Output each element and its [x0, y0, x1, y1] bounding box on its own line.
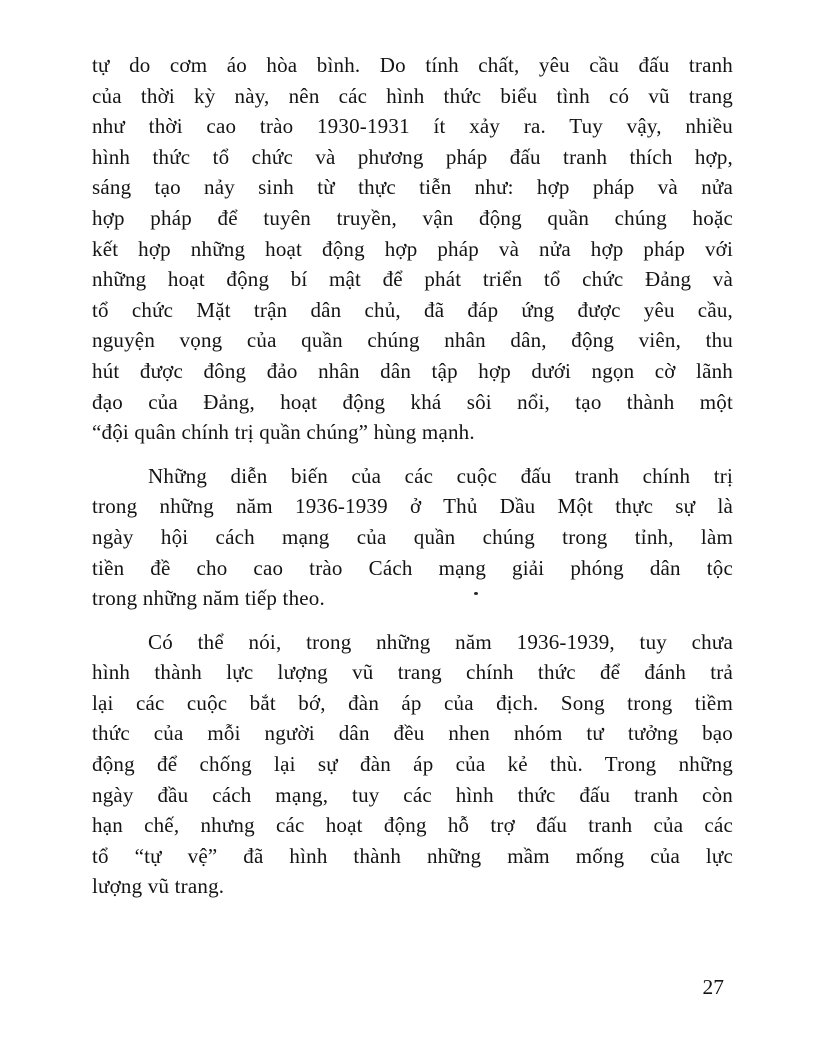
ink-speck	[474, 592, 478, 595]
text-line: kết hợp những hoạt động hợp pháp và nửa hợp pháp với	[92, 236, 733, 261]
text-line: hạn chế, nhưng các hoạt động hỗ trợ đấu tranh của các	[92, 813, 733, 838]
text-line: hút được đông đảo nhân dân tập hợp dưới ngọn cờ lãnh	[92, 358, 733, 383]
page-number: 27	[702, 975, 724, 999]
paragraph	[92, 50, 733, 448]
text-line: ngày hội cách mạng của quần chúng trong tỉnh, làm	[92, 524, 733, 549]
paragraph	[92, 461, 733, 614]
text-line: lượng vũ trang.	[92, 874, 225, 899]
text-line: như thời cao trào 1930-1931 ít xảy ra. Tuy vậy, nhiều	[92, 114, 733, 139]
text-line: tổ “tự vệ” đã hình thành những mầm mống của lực	[92, 843, 733, 868]
text-line: tự do cơm áo hòa bình. Do tính chất, yêu cầu đấu tranh	[92, 53, 733, 77]
text-line: đạo của Đảng, hoạt động khá sôi nổi, tạo thành một	[92, 389, 733, 414]
text-line: lại các cuộc bắt bớ, đàn áp của địch. Song trong tiềm	[92, 690, 733, 715]
text-line: hình thành lực lượng vũ trang chính thức để đánh trả	[92, 660, 733, 685]
text-line: nguyện vọng của quần chúng nhân dân, động viên, thu	[92, 328, 733, 353]
text-line: tiền đề cho cao trào Cách mạng giải phóng dân tộc	[92, 555, 733, 580]
text-line: hợp pháp để tuyên truyền, vận động quần chúng hoặc	[92, 205, 733, 230]
text-line: sáng tạo nảy sinh từ thực tiễn như: hợp pháp và nửa	[92, 175, 733, 200]
text-line: ngày đầu cách mạng, tuy các hình thức đấu tranh còn	[92, 782, 733, 807]
text-line: Những diễn biến của các cuộc đấu tranh chính trị	[148, 463, 733, 488]
text-line: Có thể nói, trong những năm 1936-1939, tuy chưa	[148, 629, 733, 654]
body-text	[92, 50, 733, 915]
text-line: trong những năm 1936-1939 ở Thủ Dầu Một thực sự là	[92, 494, 733, 519]
text-line: của thời kỳ này, nên các hình thức biểu tình có vũ trang	[92, 83, 733, 108]
text-line: tổ chức Mặt trận dân chủ, đã đáp ứng được yêu cầu,	[92, 297, 733, 322]
paragraph	[92, 627, 733, 902]
text-line: những hoạt động bí mật để phát triển tổ chức Đảng và	[92, 267, 733, 292]
text-line: thức của mỗi người dân đều nhen nhóm tư tưởng bạo	[92, 721, 733, 746]
text-line: trong những năm tiếp theo.	[92, 586, 325, 611]
text-line: động để chống lại sự đàn áp của kẻ thù. Trong những	[92, 752, 733, 777]
text-line: “đội quân chính trị quần chúng” hùng mạnh.	[92, 420, 475, 445]
text-line: hình thức tổ chức và phương pháp đấu tranh thích hợp,	[92, 144, 733, 169]
